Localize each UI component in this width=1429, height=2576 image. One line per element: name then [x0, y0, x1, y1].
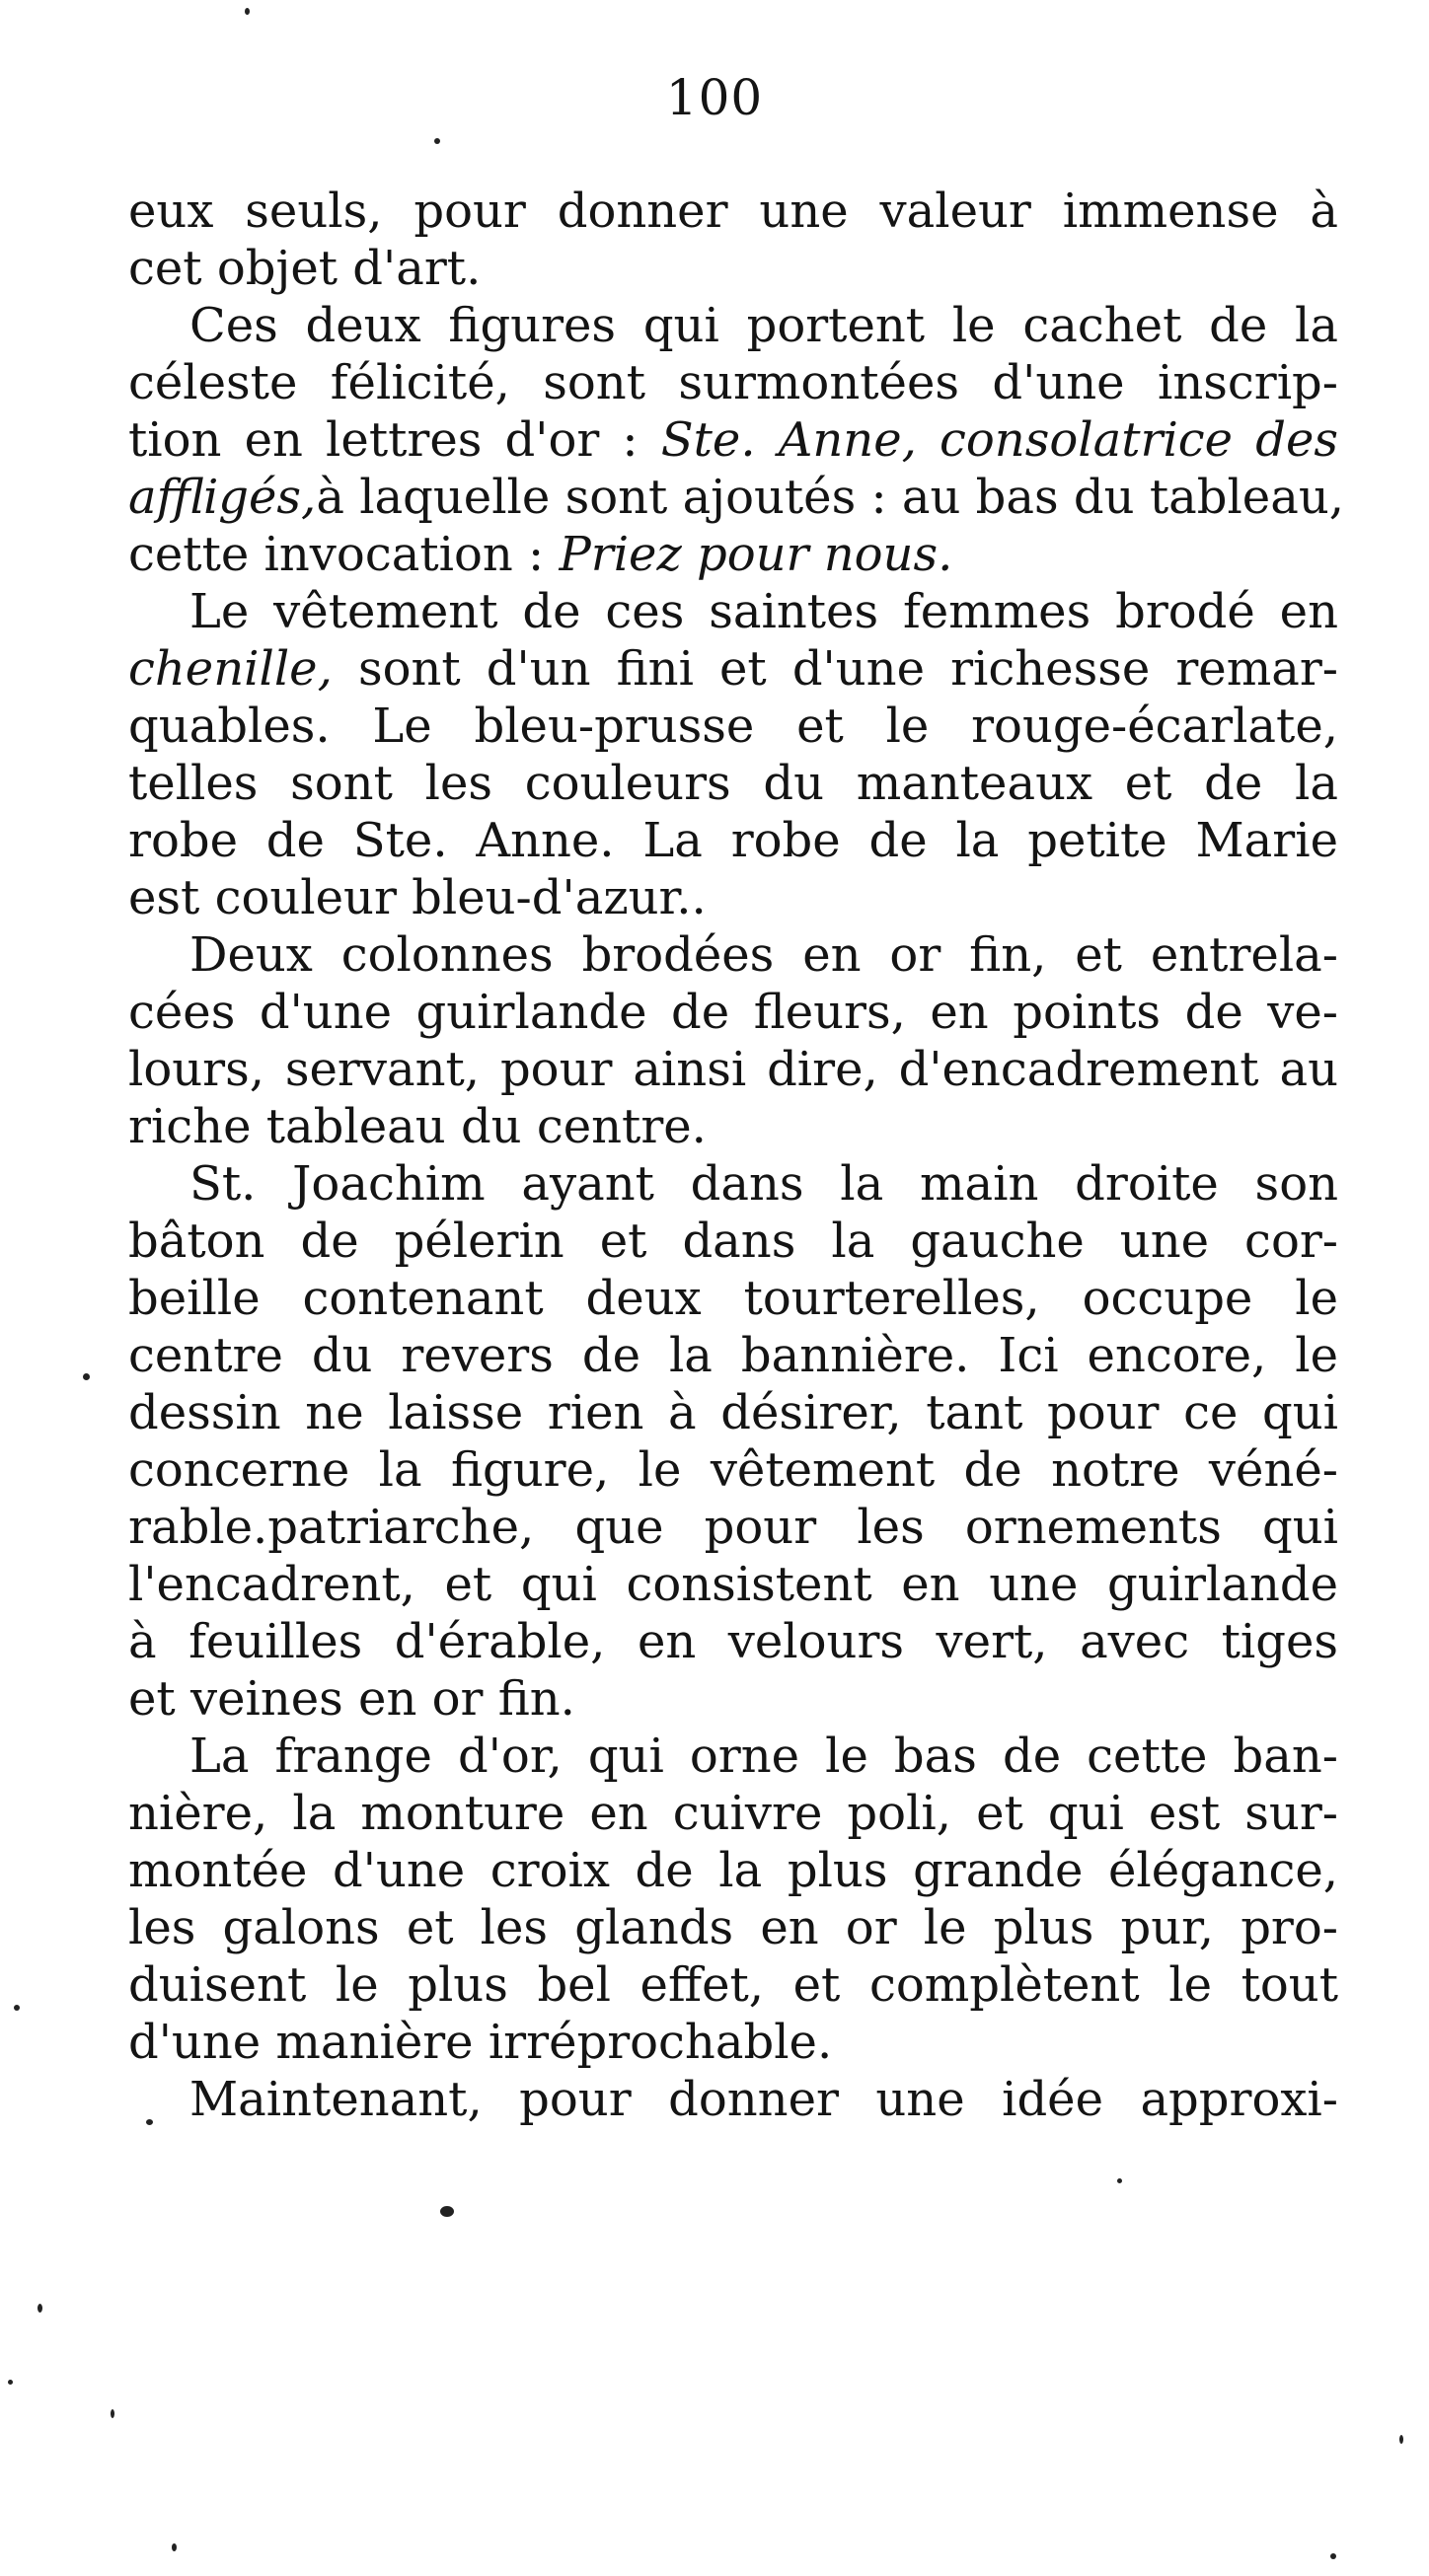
- text-line: [128, 1098, 1338, 1155]
- text-line: [128, 1728, 1338, 1785]
- text-run: tion en lettres d'or :: [128, 412, 661, 468]
- text-line: [128, 240, 1338, 297]
- text-line: [128, 1213, 1338, 1270]
- text-line: [128, 984, 1338, 1041]
- italic-run: affligés,: [128, 470, 317, 525]
- body-text: [128, 183, 1344, 2128]
- text-line: [128, 926, 1338, 984]
- text-line: [128, 869, 1338, 926]
- text-run: montée d'une croix de la plus grande élégance,: [128, 1843, 1338, 1898]
- text-line: [128, 812, 1338, 869]
- text-line: [128, 1785, 1338, 1842]
- text-line: [128, 2071, 1338, 2128]
- text-run: cées d'une guirlande de fleurs, en points de ve-: [128, 985, 1338, 1040]
- text-line: [128, 1613, 1338, 1670]
- text-line: [128, 1384, 1338, 1441]
- text-run: centre du revers de la bannière. Ici encore, le: [128, 1328, 1338, 1383]
- text-line: [128, 1155, 1338, 1213]
- text-run: et veines en or fin.: [128, 1671, 575, 1727]
- text-run: La frange d'or, qui orne le bas de cette ban-: [189, 1729, 1338, 1784]
- scan-speck: [146, 2119, 153, 2125]
- scan-speck: [440, 2206, 454, 2217]
- text-run: d'une manière irréprochable.: [128, 2015, 833, 2070]
- text-line: [128, 1441, 1338, 1499]
- text-line: [128, 297, 1338, 354]
- text-line: [128, 1956, 1338, 2014]
- text-run: les galons et les glands en or le plus pur, pro-: [128, 1900, 1338, 1955]
- text-run: Deux colonnes brodées en or fin, et entrela-: [189, 927, 1338, 983]
- text-run: rable.patriarche, que pour les ornements qui: [128, 1500, 1338, 1555]
- scan-speck: [434, 138, 440, 144]
- scan-speck: [83, 1373, 90, 1380]
- scan-speck: [245, 8, 250, 15]
- text-run: à feuilles d'érable, en velours vert, avec tiges: [128, 1614, 1338, 1669]
- scan-speck: [8, 2380, 13, 2385]
- text-line: [128, 1556, 1338, 1613]
- text-run: bâton de pélerin et dans la gauche une cor-: [128, 1214, 1338, 1269]
- text-run: à laquelle sont ajoutés : au bas du tableau,: [316, 470, 1344, 525]
- scan-speck: [1117, 2178, 1122, 2183]
- text-run: telles sont les couleurs du manteaux et de la: [128, 756, 1338, 811]
- text-line: [128, 1499, 1338, 1556]
- scan-speck: [1330, 2553, 1336, 2559]
- text-run: eux seuls, pour donner une valeur immense à: [128, 184, 1338, 239]
- text-line: [128, 1670, 1338, 1728]
- text-run: robe de Ste. Anne. La robe de la petite Marie: [128, 813, 1338, 868]
- italic-run: Priez pour nous.: [559, 527, 953, 582]
- text-line: [128, 1899, 1338, 1956]
- text-run: Ces deux figures qui portent le cachet de la: [189, 298, 1338, 353]
- text-run: est couleur bleu-d'azur..: [128, 870, 707, 925]
- text-line: [128, 183, 1338, 240]
- text-run: lours, servant, pour ainsi dire, d'encadrement au: [128, 1042, 1338, 1097]
- text-line: [128, 1842, 1338, 1899]
- text-line: [128, 583, 1338, 640]
- text-run: quables. Le bleu-prusse et le rouge-écarlate,: [128, 699, 1338, 754]
- text-run: riche tableau du centre.: [128, 1099, 707, 1154]
- text-line: [128, 755, 1338, 812]
- text-run: St. Joachim ayant dans la main droite son: [189, 1156, 1338, 1212]
- text-run: cette invocation :: [128, 527, 560, 582]
- scan-speck: [1399, 2435, 1403, 2444]
- text-run: concerne la figure, le vêtement de notre véné-: [128, 1442, 1338, 1498]
- text-run: l'encadrent, et qui consistent en une guirlande: [128, 1557, 1338, 1612]
- text-line: [128, 640, 1338, 698]
- text-run: duisent le plus bel effet, et complètent le tout: [128, 1957, 1338, 2013]
- scan-speck: [111, 2409, 114, 2418]
- text-line: [128, 411, 1338, 469]
- text-line: [128, 698, 1338, 755]
- page-number: 100: [665, 69, 764, 126]
- italic-run: chenille,: [128, 641, 333, 697]
- text-line: [128, 1041, 1338, 1098]
- text-line: [128, 354, 1338, 411]
- scan-speck: [172, 2543, 177, 2551]
- scan-speck: [38, 2304, 42, 2313]
- text-run: sont d'un fini et d'une richesse remar-: [332, 641, 1338, 697]
- text-run: cet objet d'art.: [128, 241, 482, 296]
- text-run: Maintenant, pour donner une idée approxi-: [189, 2072, 1338, 2127]
- scan-speck: [14, 2005, 20, 2011]
- text-line: [128, 469, 1344, 526]
- italic-run: Ste. Anne, consolatrice des: [660, 412, 1338, 468]
- text-line: [128, 1327, 1338, 1384]
- text-run: beille contenant deux tourterelles, occupe le: [128, 1271, 1338, 1326]
- text-line: [128, 2014, 1338, 2071]
- text-run: céleste félicité, sont surmontées d'une inscrip-: [128, 355, 1338, 410]
- text-line: [128, 526, 1338, 583]
- text-run: nière, la monture en cuivre poli, et qui est sur-: [128, 1786, 1338, 1841]
- text-run: dessin ne laisse rien à désirer, tant pour ce qui: [128, 1385, 1338, 1440]
- text-run: Le vêtement de ces saintes femmes brodé en: [189, 584, 1338, 639]
- text-line: [128, 1270, 1338, 1327]
